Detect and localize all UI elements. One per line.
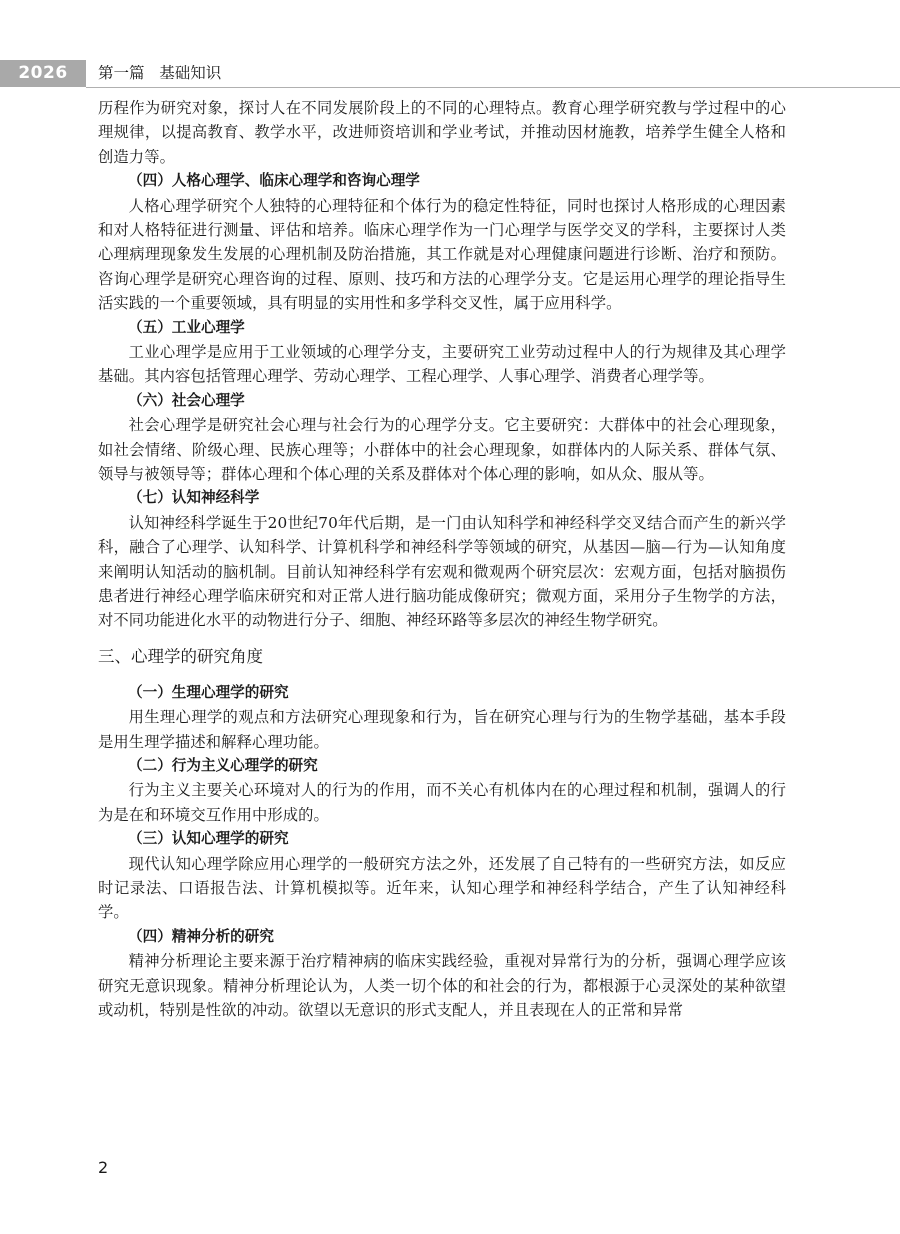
paragraph-personality-clinical-counseling: 人格心理学研究个人独特的心理特征和个体行为的稳定性特征，同时也探讨人格形成的心理因素和对人格特征进行测量、评估和培养。临床心理学作为一门心理学与医学交叉的学科，主要探讨人类心理病理现象发生发展的心理机制及防治措施，其工作就是对心理健康问题进行诊断、治疗和预防。咨询心理学是研究心理咨询的过程、原则、技巧和方法的心理学分支。它是运用心理学的理论指导生活实践的一个重要领域，具有明显的实用性和多学科交叉性，属于应用科学。	[98, 196, 786, 313]
section-heading-research-perspectives: 三、心理学的研究角度	[98, 646, 263, 666]
paragraph-social-psychology: 社会心理学是研究社会心理与社会行为的心理学分支。它主要研究：大群体中的社会心理现象，如社会情绪、阶级心理、民族心理等；小群体中的社会心理现象，如群体内的人际关系、群体气氛、领导与被领导等；群体心理和个体心理的关系及群体对个体心理的影响，如从众、服从等。	[98, 416, 786, 484]
subheading-behaviorism: （二）行为主义心理学的研究	[128, 757, 318, 775]
header-divider	[86, 87, 900, 88]
page-header	[0, 0, 900, 96]
subheading-cognitive-neuroscience: （七）认知神经科学	[128, 489, 260, 507]
subheading-psychoanalysis: （四）精神分析的研究	[128, 927, 274, 945]
paragraph-industrial-psychology: 工业心理学是应用于工业领域的心理学分支，主要研究工业劳动过程中人的行为规律及其心理学基础。其内容包括管理心理学、劳动心理学、工程心理学、人事心理学、消费者心理学等。	[98, 343, 786, 386]
paragraph-physiological: 用生理心理学的观点和方法研究心理现象和行为，旨在研究心理与行为的生物学基础，基本手段是用生理学描述和解释心理功能。	[98, 708, 786, 751]
subheading-physiological: （一）生理心理学的研究	[128, 683, 289, 701]
page-body	[98, 96, 786, 1023]
year-badge: 2026	[0, 60, 86, 87]
paragraph-behaviorism: 行为主义主要关心环境对人的行为的作用，而不关心有机体内在的心理过程和机制，强调人的行为是在和环境交互作用中形成的。	[98, 781, 786, 824]
subheading-personality-clinical-counseling: （四）人格心理学、临床心理学和咨询心理学	[128, 172, 420, 190]
paragraph-cognitive-neuroscience: 认知神经科学诞生于20世纪70年代后期，是一门由认知科学和神经科学交叉结合而产生的新兴学科，融合了心理学、认知科学、计算机科学和神经科学等领域的研究，从基因—脑—行为—认知角度来阐明认知活动的脑机制。目前认知神经科学有宏观和微观两个研究层次：宏观方面，包括对脑损伤患者进行神经心理学临床研究和对正常人进行脑功能成像研究；微观方面，采用分子生物学的方法，对不同功能进化水平的动物进行分子、细胞、神经环路等多层次的神经生物学研究。	[98, 513, 786, 630]
page-number: 2	[98, 1158, 109, 1177]
subheading-social-psychology: （六）社会心理学	[128, 391, 245, 409]
paragraph-cognitive: 现代认知心理学除应用心理学的一般研究方法之外，还发展了自己特有的一些研究方法，如反应时记录法、口语报告法、计算机模拟等。近年来，认知心理学和神经科学结合，产生了认知神经科学。	[98, 854, 786, 922]
chapter-title: 第一篇 基础知识	[98, 64, 222, 82]
paragraph-continued: 历程作为研究对象，探讨人在不同发展阶段上的不同的心理特点。教育心理学研究教与学过程中的心理规律，以提高教育、教学水平，改进师资培训和学业考试，并推动因材施教，培养学生健全人格和创造力等。	[98, 99, 786, 166]
subheading-industrial-psychology: （五）工业心理学	[128, 318, 245, 336]
subheading-cognitive: （三）认知心理学的研究	[128, 830, 289, 848]
paragraph-psychoanalysis: 精神分析理论主要来源于治疗精神病的临床实践经验，重视对异常行为的分析，强调心理学应该研究无意识现象。精神分析理论认为，人类一切个体的和社会的行为，都根源于心灵深处的某种欲望或动机，特别是性欲的冲动。欲望以无意识的形式支配人，并且表现在人的正常和异常	[98, 952, 786, 1020]
